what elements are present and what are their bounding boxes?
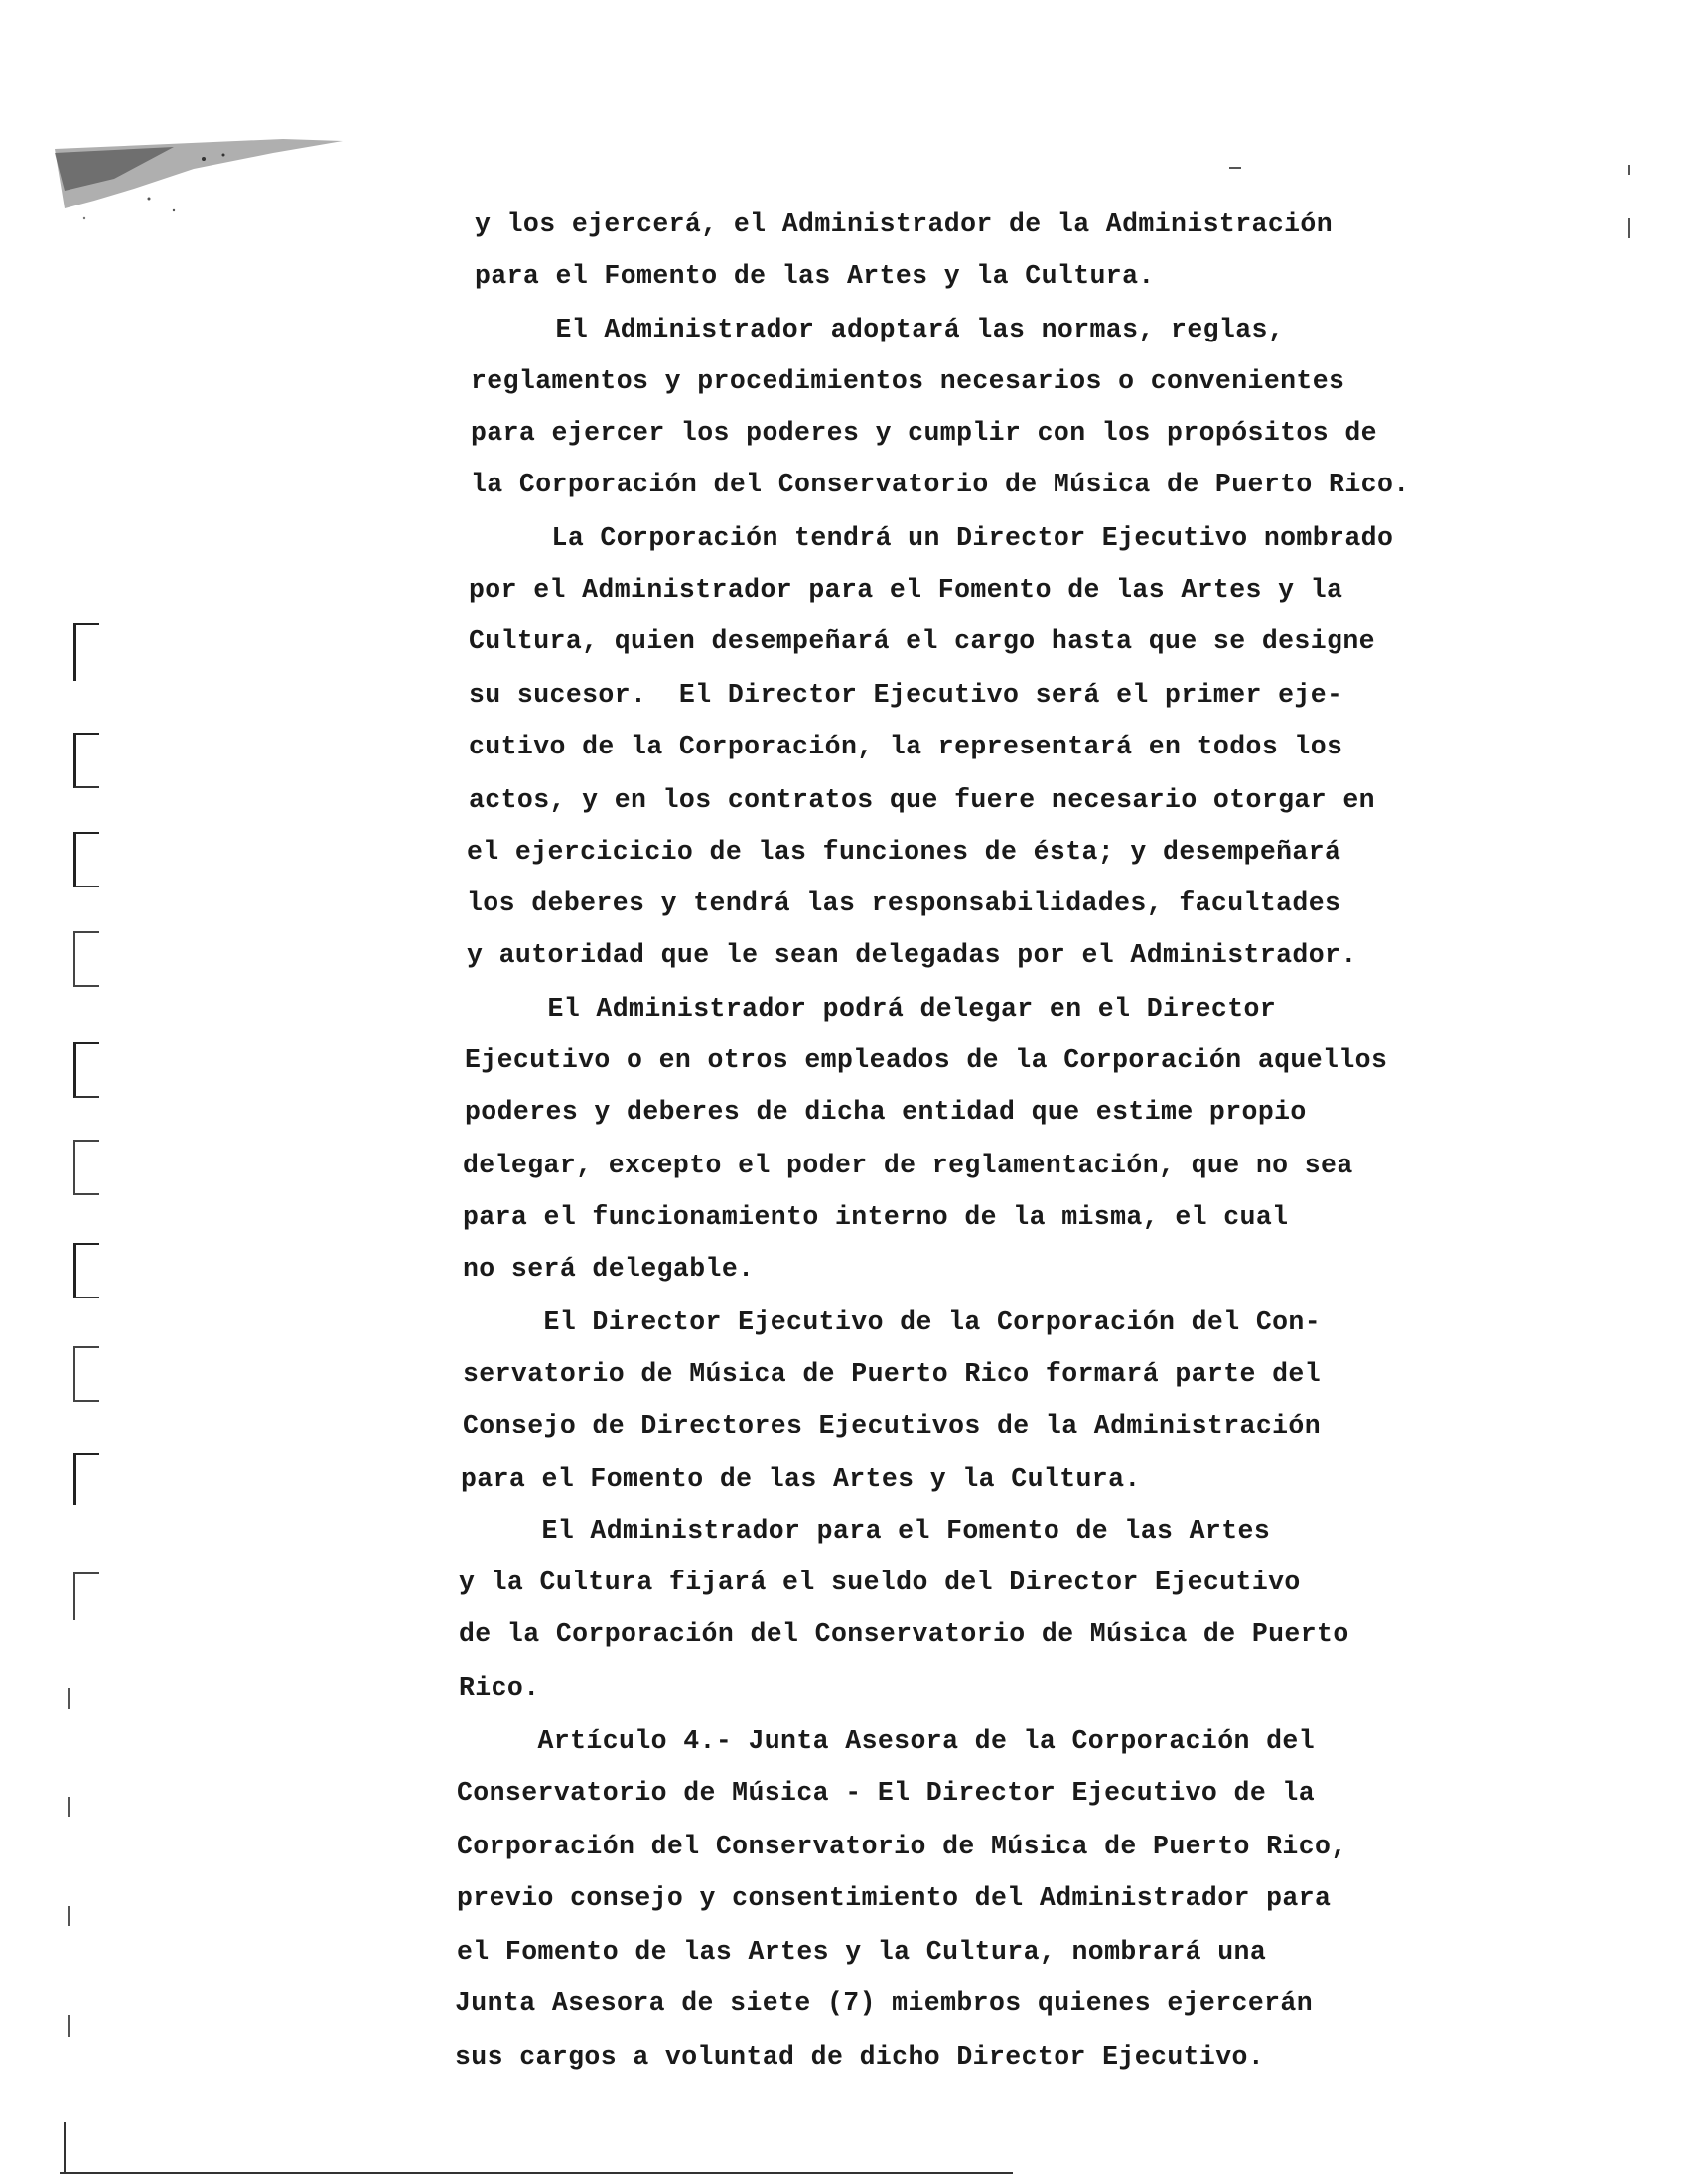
text-line: actos, y en los contratos que fuere necesario otorgar en xyxy=(469,785,1375,815)
text-line: no será delegable. xyxy=(463,1254,755,1284)
margin-bracket xyxy=(73,1572,99,1620)
margin-bracket xyxy=(73,1453,99,1505)
scan-speck xyxy=(68,1797,70,1817)
margin-bracket xyxy=(73,931,99,987)
text-line: su sucesor. El Director Ejecutivo será el primer eje- xyxy=(469,680,1343,710)
scan-speck xyxy=(68,1688,70,1709)
margin-bracket xyxy=(73,832,99,887)
margin-bracket xyxy=(73,623,99,681)
text-line: y autoridad que le sean delegadas por el Administrador. xyxy=(467,940,1357,970)
scan-speck xyxy=(1628,218,1630,238)
text-line: por el Administrador para el Fomento de las Artes y la xyxy=(469,575,1343,605)
margin-bracket xyxy=(73,1042,99,1098)
text-line: para ejercer los poderes y cumplir con los propósitos de xyxy=(471,418,1377,448)
text-line: la Corporación del Conservatorio de Música de Puerto Rico. xyxy=(471,470,1410,499)
text-line: para el Fomento de las Artes y la Cultura. xyxy=(461,1464,1141,1494)
text-line: y la Cultura fijará el sueldo del Director Ejecutivo xyxy=(459,1568,1301,1597)
text-line: Ejecutivo o en otros empleados de la Corporación aquellos xyxy=(465,1045,1388,1075)
text-line: poderes y deberes de dicha entidad que estime propio xyxy=(465,1097,1307,1127)
text-line: previo consejo y consentimiento del Administrador para xyxy=(457,1883,1332,1913)
scan-speck xyxy=(1229,167,1241,169)
text-line: La Corporación tendrá un Director Ejecutivo nombrado xyxy=(471,523,1394,553)
scan-edge-mark xyxy=(64,2122,66,2174)
text-line: para el funcionamiento interno de la misma, el cual xyxy=(463,1202,1289,1232)
text-line: servatorio de Música de Puerto Rico formará parte del xyxy=(463,1359,1322,1389)
text-line: El Administrador adoptará las normas, reglas, xyxy=(475,315,1285,344)
scan-bottom-rule xyxy=(60,2172,1013,2174)
text-line: El Director Ejecutivo de la Corporación del Con- xyxy=(463,1307,1322,1337)
text-line: reglamentos y procedimientos necesarios o convenientes xyxy=(471,366,1345,396)
text-line: Conservatorio de Música - El Director Ejecutivo de la xyxy=(457,1778,1316,1808)
text-line: Rico. xyxy=(459,1673,540,1703)
scan-speck xyxy=(1628,165,1630,175)
text-line: Consejo de Directores Ejecutivos de la Administración xyxy=(463,1411,1322,1440)
text-line: el ejercicicio de las funciones de ésta; y desempeñará xyxy=(467,837,1341,867)
text-line: los deberes y tendrá las responsabilidades, facultades xyxy=(467,888,1341,918)
scan-speck xyxy=(68,1906,70,1926)
text-line: de la Corporación del Conservatorio de Música de Puerto xyxy=(459,1619,1349,1649)
text-line: sus cargos a voluntad de dicho Director Ejecutivo. xyxy=(455,2042,1265,2072)
margin-bracket xyxy=(73,1140,99,1195)
scan-smudge xyxy=(55,139,343,228)
text-line: el Fomento de las Artes y la Cultura, nombrará una xyxy=(457,1937,1267,1967)
text-line: Cultura, quien desempeñará el cargo hasta que se designe xyxy=(469,626,1375,656)
margin-bracket xyxy=(73,1346,99,1402)
text-line: El Administrador para el Fomento de las Artes xyxy=(461,1516,1271,1546)
text-line: cutivo de la Corporación, la representará en todos los xyxy=(469,732,1343,761)
margin-bracket xyxy=(73,1243,99,1298)
text-line: para el Fomento de las Artes y la Cultura. xyxy=(475,261,1155,291)
text-line: delegar, excepto el poder de reglamentación, que no sea xyxy=(463,1151,1353,1180)
text-line: Corporación del Conservatorio de Música de Puerto Rico, xyxy=(457,1832,1347,1861)
scan-speck xyxy=(68,2015,70,2037)
text-line: El Administrador podrá delegar en el Director xyxy=(467,994,1277,1024)
text-line: Artículo 4.- Junta Asesora de la Corporación del xyxy=(457,1726,1316,1756)
text-line: y los ejercerá, el Administrador de la Administración xyxy=(475,209,1334,239)
text-line: Junta Asesora de siete (7) miembros quienes ejercerán xyxy=(455,1988,1314,2018)
margin-bracket xyxy=(73,733,99,788)
